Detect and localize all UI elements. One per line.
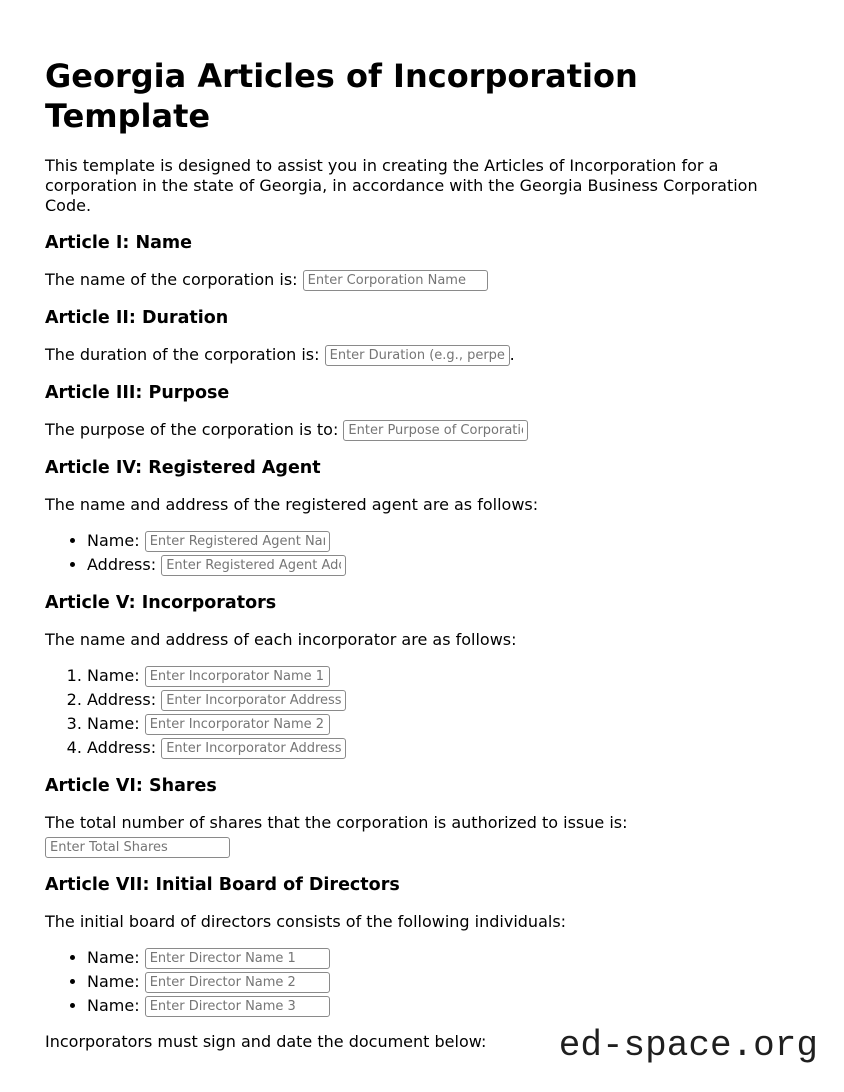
list-item	[87, 971, 799, 994]
total-shares-input[interactable]	[45, 837, 230, 858]
article-2-prompt: The duration of the corporation is:	[45, 345, 320, 364]
list-item	[87, 737, 799, 760]
incorporator-address-2-label: Address:	[87, 737, 157, 757]
article-7-heading: Article VII: Initial Board of Directors	[45, 875, 400, 896]
article-3-prompt: The purpose of the corporation is to:	[45, 420, 339, 439]
signature-instruction: Incorporators must sign and date the document below:	[45, 1032, 487, 1052]
director-name-3-input[interactable]	[145, 996, 330, 1017]
list-item	[87, 530, 799, 553]
list-item	[87, 689, 799, 712]
article-1-prompt: The name of the corporation is:	[45, 270, 298, 289]
corporation-name-input[interactable]	[303, 270, 488, 291]
director-name-2-input[interactable]	[145, 972, 330, 993]
directors-list	[45, 947, 799, 1017]
director-name-1-label: Name:	[87, 948, 140, 968]
registered-agent-name-label: Name:	[87, 531, 140, 550]
list-item	[87, 995, 799, 1018]
article-7-prompt: The initial board of directors consists of the following individuals:	[45, 912, 567, 932]
incorporator-name-2-label: Name:	[87, 713, 140, 733]
article-3-line	[45, 420, 799, 441]
incorporators-list	[45, 665, 799, 759]
watermark: ed-space.org	[558, 1025, 818, 1066]
incorporator-address-2-input[interactable]	[161, 738, 346, 759]
article-1-line	[45, 270, 799, 291]
list-item	[87, 713, 799, 736]
article-2-heading: Article II: Duration	[45, 308, 229, 328]
director-name-2-label: Name:	[87, 972, 140, 992]
purpose-input[interactable]	[343, 420, 528, 441]
incorporator-name-1-label: Name:	[87, 666, 140, 686]
article-6-line	[45, 813, 799, 858]
article-2-suffix: .	[509, 345, 515, 364]
list-item	[87, 554, 799, 577]
registered-agent-address-label: Address:	[87, 554, 157, 574]
article-4-prompt: The name and address of the registered agent are as follows:	[45, 495, 539, 514]
list-item	[87, 947, 799, 970]
article-6-prompt: The total number of shares that the corporation is authorized to issue is:	[45, 813, 628, 833]
duration-input[interactable]	[325, 345, 510, 366]
registered-agent-address-input[interactable]	[161, 555, 346, 576]
registered-agent-list	[45, 530, 799, 576]
article-4-heading: Article IV: Registered Agent	[45, 458, 321, 478]
article-6-heading: Article VI: Shares	[45, 776, 217, 797]
list-item	[87, 665, 799, 688]
incorporator-name-2-input[interactable]	[145, 714, 330, 735]
page-title: Georgia Articles of Incorporation Template	[45, 57, 638, 135]
director-name-3-label: Name:	[87, 995, 140, 1015]
intro-paragraph: This template is designed to assist you in creating the Articles of Incorporation for a corporation in the state of Georgia, in accordance with the Georgia Business Corporation Code.	[45, 156, 758, 215]
incorporator-address-1-label: Address:	[87, 690, 157, 710]
article-5-heading: Article V: Incorporators	[45, 593, 277, 614]
article-2-line	[45, 345, 799, 366]
article-1-heading: Article I: Name	[45, 233, 193, 253]
director-name-1-input[interactable]	[145, 948, 330, 969]
article-3-heading: Article III: Purpose	[45, 383, 230, 403]
incorporator-name-1-input[interactable]	[145, 666, 330, 687]
article-5-prompt: The name and address of each incorporator are as follows:	[45, 630, 517, 650]
registered-agent-name-input[interactable]	[145, 531, 330, 552]
incorporator-address-1-input[interactable]	[161, 690, 346, 711]
